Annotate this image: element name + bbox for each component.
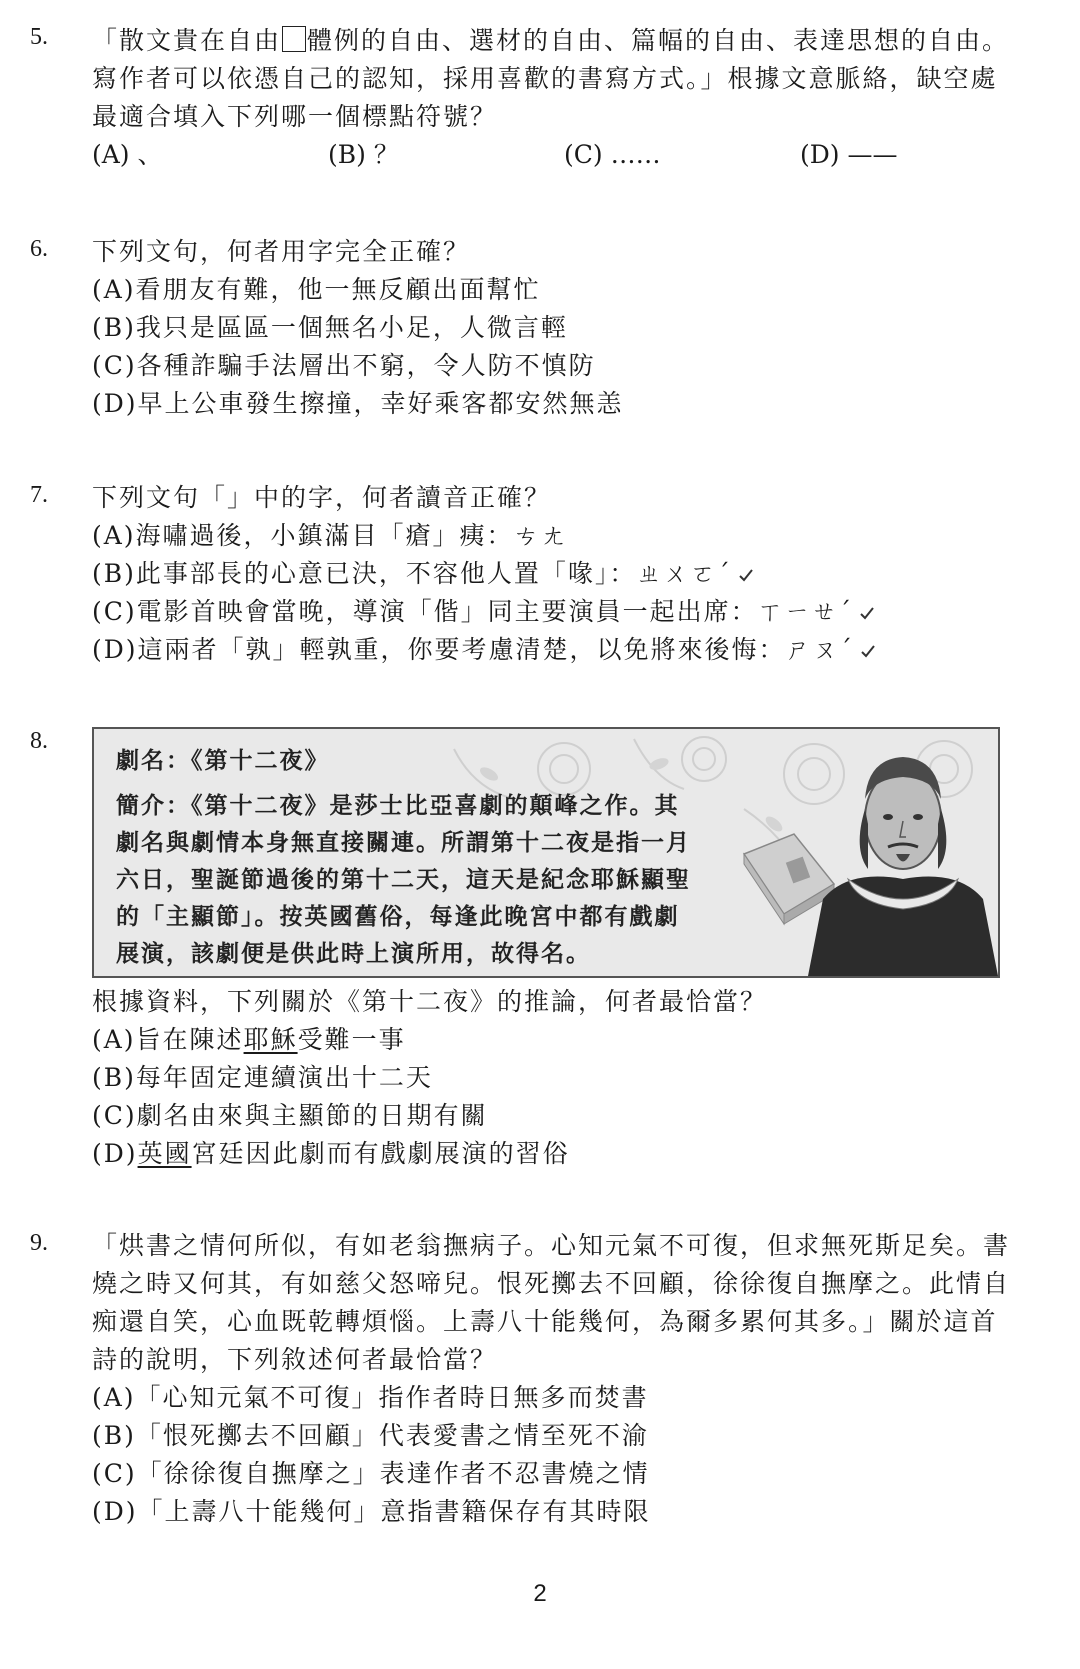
- info-box-text: [116, 743, 756, 973]
- option-text: (B)此事部長的心意已決，不容他人置「喙」：ㄓㄨㄛˊ: [92, 559, 732, 588]
- option-c[interactable]: (C)「徐徐復自撫摩之」表達作者不忍書燒之情: [92, 1459, 650, 1488]
- info-box-line: 展演，該劇便是供此時上演所用，故得名。: [116, 941, 591, 967]
- info-box-line: 劇名與劇情本身無直接關連。所謂第十二夜是指一月: [116, 830, 691, 856]
- question-stem-line: 寫作者可以依憑自己的認知，採用喜歡的書寫方式。」根據文意脈絡，缺空處: [92, 64, 998, 93]
- checkmark-icon: [738, 567, 754, 583]
- option-a[interactable]: (A) 、: [92, 140, 163, 169]
- question-stem-line: 「烘書之情何所似，有如老翁撫病子。心知元氣不可復，但求無死斯足矣。書: [92, 1231, 1011, 1260]
- question-stem-line: [92, 22, 1052, 60]
- checkmark-icon: [860, 643, 876, 659]
- info-box-line: 簡介：《第十二夜》是莎士比亞喜劇的顛峰之作。其: [116, 793, 680, 819]
- option-d[interactable]: [92, 1135, 1052, 1173]
- question-stem: 根據資料，下列關於《第十二夜》的推論，何者最恰當？: [92, 987, 768, 1016]
- option-a[interactable]: (A)「心知元氣不可復」指作者時日無多而焚書: [92, 1383, 649, 1412]
- option-a[interactable]: (A)看朋友有難，他一無反顧出面幫忙: [92, 275, 541, 304]
- question-stem-line: 最適合填入下列哪一個標點符號？: [92, 102, 498, 131]
- info-box-title: 劇名：《第十二夜》: [116, 748, 330, 774]
- option-b[interactable]: (B)「恨死擲去不回顧」代表愛書之情至死不渝: [92, 1421, 649, 1450]
- stem-text: 體例的自由、選材的自由、篇幅的自由、表達思想的自由。: [307, 26, 1010, 55]
- option-text: (D): [92, 1139, 138, 1168]
- option-a[interactable]: [92, 1021, 1052, 1059]
- option-b[interactable]: (B)我只是區區一個無名小足，人微言輕: [92, 313, 568, 342]
- proper-noun: 英國: [137, 1139, 192, 1168]
- proper-noun: 耶穌: [243, 1025, 298, 1054]
- question-stem-line: 詩的說明，下列敘述何者最恰當？: [92, 1345, 498, 1374]
- option-c[interactable]: (C)劇名由來與主顯節的日期有關: [92, 1101, 488, 1130]
- option-d[interactable]: (D) ——: [800, 140, 898, 169]
- option-text: (A)旨在陳述: [92, 1025, 244, 1054]
- portrait-icon: [808, 729, 998, 976]
- question-number: 6.: [30, 236, 48, 262]
- option-a[interactable]: (A)海嘯過後，小鎮滿目「瘡」痍：ㄘㄤ: [92, 521, 568, 550]
- checkmark-icon: [859, 605, 875, 621]
- option-d[interactable]: [92, 631, 1052, 669]
- question-number: 9.: [30, 1230, 48, 1256]
- option-b[interactable]: [92, 555, 1052, 593]
- question-stem: 下列文句「」中的字，何者讀音正確？: [92, 483, 552, 512]
- question-number: 5.: [30, 24, 48, 50]
- question-stem: 下列文句，何者用字完全正確？: [92, 237, 471, 266]
- option-d[interactable]: (D)「上壽八十能幾何」意指書籍保存有其時限: [92, 1497, 651, 1526]
- option-b[interactable]: (B)每年固定連續演出十二天: [92, 1063, 433, 1092]
- option-text: 受難一事: [297, 1025, 406, 1054]
- info-box-line: 的「主顯節」。按英國舊俗，每逢此晚宮中都有戲劇: [116, 904, 680, 930]
- option-d[interactable]: (D)早上公車發生擦撞，幸好乘客都安然無恙: [92, 389, 624, 418]
- question-stem-line: 痴還自笑，心血既乾轉煩惱。上壽八十能幾何，為爾多累何其多。」關於這首: [92, 1307, 998, 1336]
- option-text: 宮廷因此劇而有戲劇展演的習俗: [191, 1139, 570, 1168]
- info-box: [92, 727, 1000, 978]
- question-number: 7.: [30, 482, 48, 508]
- info-box-line: 六日，聖誕節過後的第十二天，這天是紀念耶穌顯聖: [116, 867, 691, 893]
- question-stem-line: 燒之時又何其，有如慈父怒啼兒。恨死擲去不回顧，徐徐復自撫摩之。此情自: [92, 1269, 1011, 1298]
- stem-text: 「散文貴在自由: [92, 26, 282, 55]
- option-c[interactable]: (C)各種詐騙手法層出不窮，令人防不慎防: [92, 351, 596, 380]
- question-number: 8.: [30, 728, 48, 754]
- option-c[interactable]: (C) ……: [564, 140, 661, 169]
- option-b[interactable]: (B) ？: [328, 140, 399, 169]
- option-text: (C)電影首映會當晚，導演「偕」同主要演員一起出席：ㄒㄧㄝˊ: [92, 597, 854, 626]
- page-number: 2: [533, 1580, 547, 1607]
- blank-box: [282, 26, 306, 52]
- options-row: [92, 136, 1052, 174]
- option-c[interactable]: [92, 593, 1052, 631]
- option-text: (D)這兩者「孰」輕孰重，你要考慮清楚，以免將來後悔：ㄕㄡˊ: [92, 635, 855, 664]
